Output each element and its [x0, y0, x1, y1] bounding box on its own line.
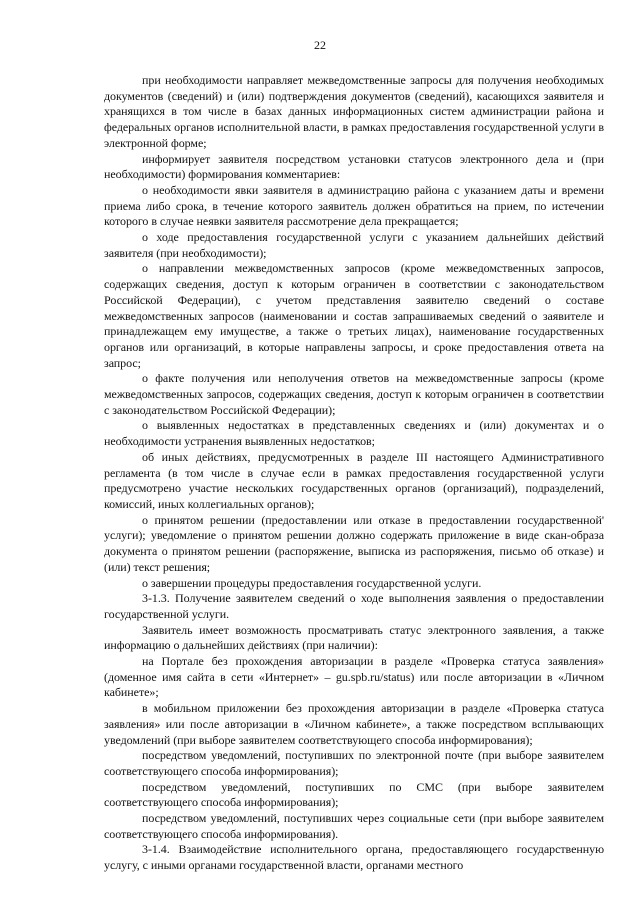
paragraph-social-networks: посредством уведомлений, поступивших через социальные сети (при выборе заявителем соответствующего способа информирования). [104, 811, 604, 841]
paragraph-interagency-requests: при необходимости направляет межведомственные запросы для получения необходимых документов (сведений) и (или) подтверждения документов (сведений), касающихся заявителя и хранящихся в том числе в базах данных информационных систем администрации района и федеральных органов исполнительной власти, в рамках предоставления государственной услуги в электронной форме; [104, 73, 604, 150]
document-body [104, 73, 604, 874]
paragraph-deficiencies: о выявленных недостатках в представленных сведениях и (или) документах и о необходимости устранения выявленных недостатков; [104, 418, 604, 449]
paragraph-completion: о завершении процедуры предоставления государственной услуги. [142, 575, 482, 590]
paragraph-progress-notice: о ходе предоставления государственной услуги с указанием дальнейших действий заявителя (при необходимости); [104, 230, 604, 260]
paragraph-decision: о принятом решении (предоставлении или отказе в предоставлении государственной' услуги); уведомление о принятом решении должно содержать приложение в виде скан-образа документа о принятом решении (распоряжение, выписка из распоряжения, письмо об отказе) и (или) текст решения; [104, 512, 604, 574]
paragraph-appearance-notice: о необходимости явки заявителя в администрацию района с указанием даты и времени приема либо срока, в течение которого заявитель должен обратиться на прием, по истечении которого в случае неявки заявителя рассмотрение дела прекращается; [104, 182, 604, 229]
paragraph-mobile-app: в мобильном приложении без прохождения авторизации в разделе «Проверка статуса заявления» или после авторизации в «Личном кабинете», а также посредством всплывающих уведомлений (при выборе заявителем соответствующего способа информирования); [104, 701, 604, 747]
paragraph-inform-applicant: информирует заявителя посредством установки статусов электронного дела и (при необходимости) формирования комментариев: [104, 151, 604, 182]
paragraph-email: посредством уведомлений, поступивших по электронной почте (при выборе заявителем соответствующего способа информирования); [104, 748, 604, 778]
paragraph-portal: на Портале без прохождения авторизации в разделе «Проверка статуса заявления» (доменное имя сайта в сети «Интернет» – gu.spb.ru/status) или после авторизации в «Личном кабинете»; [104, 654, 604, 700]
paragraph-section-3-1-3: 3-1.3. Получение заявителем сведений о ходе выполнения заявления о предоставлении государственной услуги. [104, 591, 604, 621]
paragraph-other-actions: об иных действиях, предусмотренных в разделе III настоящего Административного регламента (в том числе в случае если в рамках предоставления государственной услуги предусмотрено участие нескольких государственных органов (организаций), подразделений, комиссий, иных коллегиальных органов); [104, 449, 604, 511]
paragraph-status-view: Заявитель имеет возможность просматривать статус электронного заявления, а также информацию о дальнейших действиях (при наличии): [104, 622, 604, 653]
paragraph-responses-received: о факте получения или неполучения ответов на межведомственные запросы (кроме межведомственных запросов, содержащих сведения, доступ к которым ограничен в соответствии с законодательством Российской Федерации); [104, 371, 604, 417]
paragraph-section-3-1-4: 3-1.4. Взаимодействие исполнительного органа, предоставляющего государственную услугу, с иными органами государственной власти, органами местного [104, 842, 604, 873]
page-number: 22 [314, 38, 326, 52]
paragraph-requests-sent: о направлении межведомственных запросов (кроме межведомственных запросов, содержащих сведения, доступ к которым ограничен в соответствии с законодательством Российской Федерации), с учетом представления заявителю сведений о составе межведомственных запросов (наименовании и состав запрашиваемых сведений о заявителе и принадлежащем ему имуществе, а также о третьих лицах), наименование государственных органов или организаций, в которые направлены запросы, и сроке предоставления ответа на запрос; [104, 261, 604, 370]
paragraph-sms: посредством уведомлений, поступивших по СМС (при выборе заявителем соответствующего способа информирования); [104, 779, 604, 810]
